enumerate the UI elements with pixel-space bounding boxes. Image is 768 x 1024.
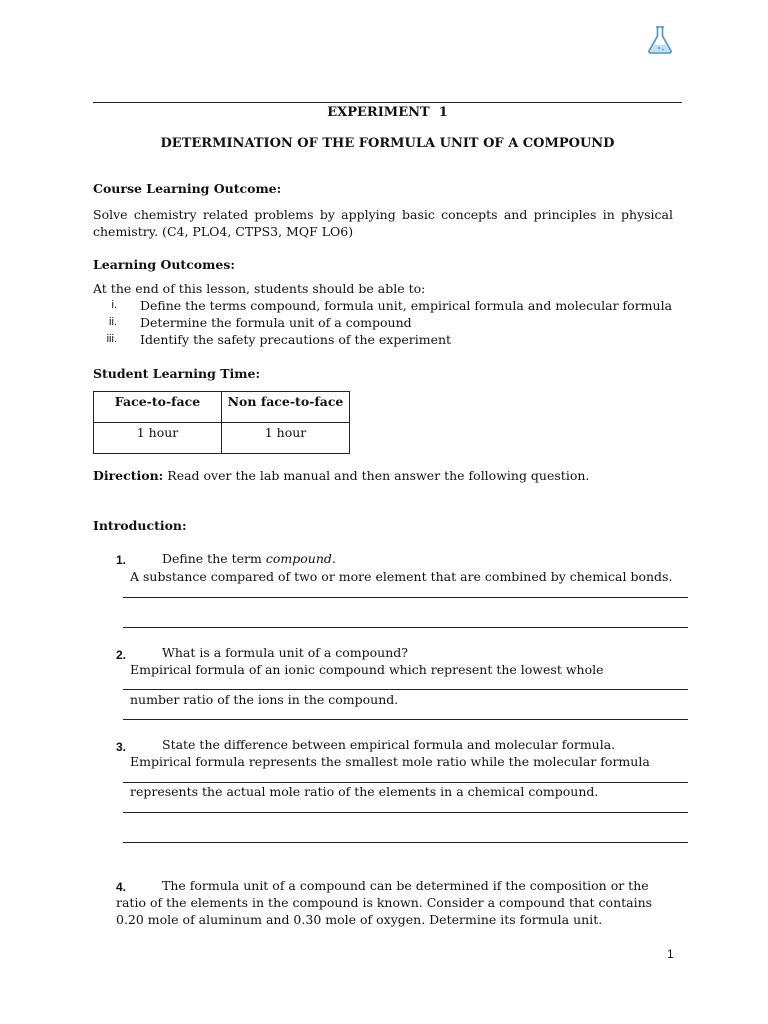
- question-number: 4.: [116, 880, 127, 894]
- question-number: 2.: [116, 648, 127, 662]
- experiment-number: EXPERIMENT 1: [327, 105, 448, 120]
- question-text: The formula unit of a compound can be determined if the composition or the ratio of the elements in the compound is known. Consider a compound that contains 0.20 mole of aluminum and 0.30 mole of oxygen. Determine its formula unit.: [116, 878, 653, 927]
- direction: [93, 468, 589, 483]
- page-number: 1: [667, 947, 674, 961]
- slt-cell: 1 hour: [94, 423, 222, 454]
- flask-icon: [644, 24, 676, 56]
- answer-text: number ratio of the ions in the compound.: [130, 692, 399, 707]
- question-text: State the difference between empirical formula and molecular formula.: [162, 737, 616, 752]
- answer-line: [123, 842, 688, 843]
- answer-line: [123, 812, 688, 813]
- direction-text: Read over the lab manual and then answer the following question.: [163, 468, 590, 483]
- answer-text: A substance compared of two or more element that are combined by chemical bonds.: [130, 569, 673, 584]
- answer-text: Empirical formula represents the smallest mole ratio while the molecular formula: [130, 754, 650, 769]
- answer-text: represents the actual mole ratio of the elements in a chemical compound.: [130, 784, 599, 799]
- question-number: 3.: [116, 740, 127, 754]
- answer-line: [123, 782, 688, 783]
- intro-heading: Introduction:: [93, 518, 187, 533]
- slt-col-header: Face-to-face: [94, 392, 222, 423]
- slt-cell: 1 hour: [222, 423, 350, 454]
- clo-heading: Course Learning Outcome:: [93, 181, 282, 196]
- answer-text: Empirical formula of an ionic compound which represent the lowest whole: [130, 662, 604, 677]
- answer-line: [123, 719, 688, 720]
- question-text: What is a formula unit of a compound?: [162, 645, 408, 660]
- lo-item: Define the terms compound, formula unit, empirical formula and molecular formula: [140, 298, 673, 313]
- slt-table: [93, 391, 350, 454]
- lo-item-num: ii.: [109, 316, 117, 328]
- answer-line: [123, 627, 688, 628]
- answer-line: [123, 689, 688, 690]
- lo-intro: At the end of this lesson, students should be able to:: [93, 281, 426, 296]
- lo-item: Determine the formula unit of a compound: [140, 315, 412, 330]
- lo-item-num: iii.: [106, 333, 117, 345]
- clo-text: Solve chemistry related problems by applying basic concepts and principles in physical chemistry. (C4, PLO4, CTPS3, MQF LO6): [93, 207, 673, 239]
- lo-heading: Learning Outcomes:: [93, 257, 235, 272]
- lo-item: Identify the safety precautions of the experiment: [140, 332, 452, 347]
- answer-line: [123, 597, 688, 598]
- slt-heading: Student Learning Time:: [93, 366, 261, 381]
- experiment-title: DETERMINATION OF THE FORMULA UNIT OF A COMPOUND: [160, 136, 615, 151]
- question-number: 1.: [116, 553, 127, 567]
- lo-item-num: i.: [111, 299, 117, 311]
- header-rule: [93, 102, 682, 103]
- direction-label: Direction:: [93, 468, 164, 483]
- slt-col-header: Non face-to-face: [222, 392, 350, 423]
- question-text: Define the term compound.: [162, 551, 336, 566]
